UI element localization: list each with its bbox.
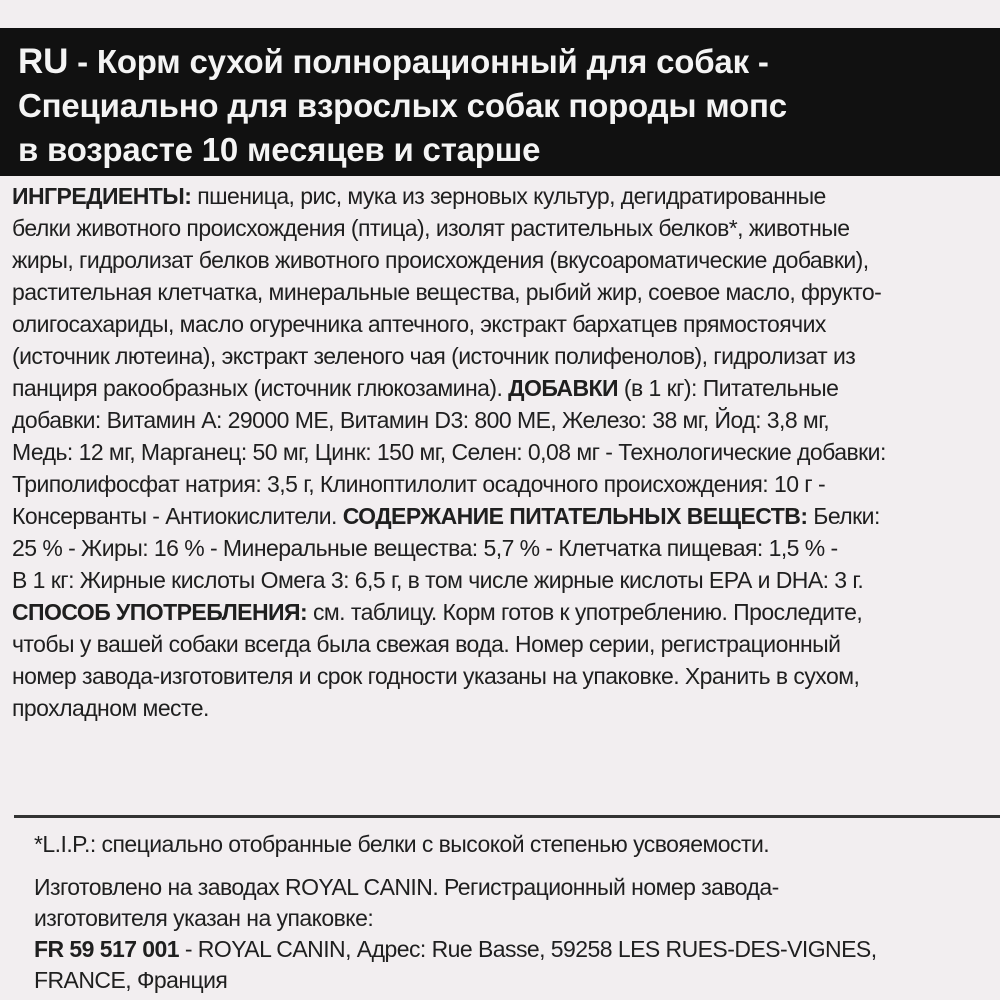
ingredients-line: белки животного происхождения (птица), изолят растительных белков*, животные	[12, 215, 850, 241]
ingredients-line: растительная клетчатка, минеральные вещества, рыбий жир, соевое масло, фрукто-	[12, 279, 882, 305]
manufacturer-section	[34, 872, 1000, 996]
section-divider	[14, 815, 1000, 818]
additives-text: (в 1 кг): Питательные	[618, 375, 839, 401]
manufacturer-line: Изготовлено на заводах ROYAL CANIN. Регистрационный номер завода-	[34, 874, 779, 900]
additives-line: добавки: Витамин А: 29000 МЕ, Витамин D3: 800 МЕ, Железо: 38 мг, Йод: 3,8 мг,	[12, 407, 830, 433]
manufacturer-line: FRANCE, Франция	[34, 967, 228, 993]
manufacturer-line	[34, 934, 1000, 965]
title-line-3: в возрасте 10 месяцев и старше	[18, 131, 541, 168]
additives-line: Триполифосфат натрия: 3,5 г, Клиноптилолит осадочного происхождения: 10 г -	[12, 471, 826, 497]
ingredients-text: панциря ракообразных (источник глюкозамина).	[12, 375, 509, 401]
ingredients-line	[12, 180, 997, 212]
manufacturer-line: изготовителя указан на упаковке:	[34, 905, 374, 931]
ingredients-line	[12, 372, 997, 404]
lip-footnote: *L.I.P.: специально отобранные белки с высокой степенью усвояемости.	[34, 831, 770, 857]
nutrients-heading: СОДЕРЖАНИЕ ПИТАТЕЛЬНЫХ ВЕЩЕСТВ:	[342, 503, 808, 529]
ingredients-line: жиры, гидролизат белков животного происхождения (вкусоароматические добавки),	[12, 247, 869, 273]
additives-heading: ДОБАВКИ	[508, 375, 619, 401]
ingredients-line: (источник лютеина), экстракт зеленого чая (источник полифенолов), гидролизат из	[12, 343, 856, 369]
ingredients-text: пшеница, рис, мука из зерновых культур, дегидратированные	[191, 183, 826, 209]
nutrients-text: Белки:	[807, 503, 880, 529]
product-title-banner	[0, 28, 1000, 176]
usage-line	[12, 596, 997, 628]
ingredients-heading: ИНГРЕДИЕНТЫ:	[12, 183, 192, 209]
usage-line: прохладном месте.	[12, 695, 209, 721]
manufacturer-address: - ROYAL CANIN, Адрес: Rue Basse, 59258 LES RUES-DES-VIGNES,	[179, 936, 877, 962]
language-code: RU	[18, 42, 69, 81]
ingredients-line: олигосахариды, масло огуречника аптечного, экстракт бархатцев прямостоячих	[12, 311, 826, 337]
nutrients-line: В 1 кг: Жирные кислоты Омега 3: 6,5 г, в том числе жирные кислоты ЕРА и DHA: 3 г.	[12, 567, 864, 593]
additives-text: Консерванты - Антиокислители.	[12, 503, 343, 529]
nutrients-line: 25 % - Жиры: 16 % - Минеральные вещества: 5,7 % - Клетчатка пищевая: 1,5 % -	[12, 535, 838, 561]
usage-text: см. таблицу. Корм готов к употреблению. Проследите,	[307, 599, 863, 625]
title-line-1	[18, 40, 1000, 84]
additives-line	[12, 500, 997, 532]
ingredients-section	[12, 180, 997, 825]
title-line-2: Специально для взрослых собак породы мопс	[18, 87, 787, 124]
registration-number: FR 59 517 001	[34, 936, 180, 962]
usage-heading: СПОСОБ УПОТРЕБЛЕНИЯ:	[12, 599, 308, 625]
usage-line: чтобы у вашей собаки всегда была свежая вода. Номер серии, регистрационный	[12, 631, 841, 657]
additives-line: Медь: 12 мг, Марганец: 50 мг, Цинк: 150 мг, Селен: 0,08 мг - Технологические добавки:	[12, 439, 886, 465]
title-line-1-text: - Корм сухой полнорационный для собак -	[68, 43, 769, 80]
usage-line: номер завода-изготовителя и срок годности указаны на упаковке. Хранить в сухом,	[12, 663, 860, 689]
